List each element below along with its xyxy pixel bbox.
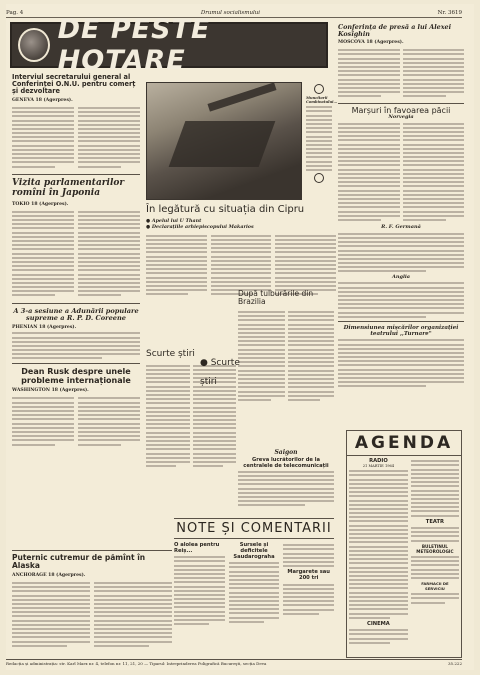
agenda-box — [346, 430, 462, 658]
note-sub-1: O alolea pentru Reiș... — [174, 542, 220, 554]
page-footer — [6, 659, 462, 669]
dateline: MOSCOVA 18 (Agerpres). — [338, 40, 404, 46]
article-body — [338, 233, 464, 273]
photo-caption: Muncitorii Combinatului... — [306, 96, 338, 104]
headline-korea-session: A 3-a sesiune a Adunării populare supreme a R. P. D. Coreene — [13, 306, 139, 322]
photo-caption-column — [306, 82, 338, 185]
headline-japan-visit: Vizita parlamentarilor romîni în Japonia — [12, 177, 125, 198]
note-sub-3: Margarete sau 200 tri — [287, 569, 330, 582]
alaska-article — [12, 550, 172, 649]
agenda-date: 21 MARTIE 1964 — [362, 464, 395, 468]
cyprus-sub-1: ● Apelul lui U Thant — [146, 217, 202, 224]
article-body — [12, 105, 140, 170]
left-column — [12, 74, 140, 448]
notes-section — [174, 518, 334, 627]
peace-sub-norway: Norvegia — [388, 113, 414, 120]
right-column — [338, 24, 464, 390]
notes-title: NOTE ȘI COMENTARII — [176, 521, 332, 536]
newspaper-name: Drumul socialismului — [200, 9, 261, 16]
footer-code: 35.222 — [448, 661, 462, 667]
headline-cyprus: În legătură cu situația din Cipru — [146, 204, 305, 215]
emblem-icon — [314, 173, 324, 183]
peace-sub-germany: R. F. Germană — [381, 224, 421, 231]
saigon-subtitle: Greva lucrătorilor de la centralele de telecomunicații — [243, 456, 329, 469]
headline-theatre: Dimensiunea mișcărilor organizației teatrului ,,Turnare" — [343, 324, 459, 337]
article-body — [12, 580, 172, 649]
agenda-radio: RADIO — [369, 458, 388, 464]
article-body — [12, 395, 140, 447]
banner-title: DE PESTE HOTARE — [57, 14, 211, 76]
note-sub-2: Sursele și deficitele Saudarograha — [233, 542, 275, 560]
article-body — [238, 471, 334, 507]
article-body — [12, 332, 140, 359]
short-news-title: Scurte știri — [146, 349, 195, 359]
page-number: Pag. 4 — [6, 9, 24, 16]
headline-brazil: După tulburările din Brazilia — [238, 289, 314, 306]
article-body — [338, 282, 464, 318]
dateline: WASHINGTON 18 (Agerpres). — [12, 388, 89, 394]
news-photo — [146, 82, 302, 200]
article-body — [338, 47, 464, 99]
article-body — [238, 309, 334, 403]
short-news-2 — [200, 350, 240, 388]
brazil-article — [238, 290, 334, 403]
saigon-title: Saigon — [274, 449, 298, 456]
dateline: GENEVA 18 (Agerpres). — [12, 97, 73, 103]
agenda-cinema: CINEMA — [367, 620, 390, 627]
notes-body — [174, 542, 334, 627]
agenda-theatre: TEATR — [425, 518, 445, 525]
cyprus-article — [146, 205, 336, 298]
peace-sub-england: Anglia — [391, 273, 411, 280]
section-banner — [10, 14, 328, 76]
article-body — [146, 233, 336, 298]
headline-peace-marches: Marșuri în favoarea păcii — [351, 105, 451, 115]
globe-icon — [18, 28, 50, 62]
dateline: ANCHORAGE 18 (Agerpres). — [12, 572, 86, 578]
headline-alaska: Puternic cutremur de pămînt în Alaska — [12, 553, 146, 570]
agenda-title: AGENDA — [347, 431, 461, 456]
article-body — [338, 339, 464, 387]
article-body — [12, 209, 140, 299]
saigon-article — [238, 450, 334, 508]
footer-text: Redacția și administrația: str. Karl Marx nr. 4, telefon nr. 11, 21, 20 — Tiparul: Întreprinderea Poligrafică Bucureşti, secția Deva — [6, 662, 267, 667]
agenda-weather: BULETINUL METEOROLOGIC — [416, 543, 454, 554]
cyprus-sub-2: ● Declarațiile arhiepiscopului Makarios — [146, 223, 254, 230]
issue-number: Nr. 3619 — [437, 9, 462, 16]
dateline: TOKIO 18 (Agerpres). — [12, 201, 69, 207]
headline-interview: Interviul secretarului general al Conferinței O.N.U. pentru comerț și dezvoltare — [12, 73, 136, 95]
agenda-pharmacy: FARMACII DE SERVICIU — [421, 581, 449, 592]
article-body — [338, 120, 464, 223]
headline-kosygin: Conferința de presă a lui Alexei Kosîghin — [338, 23, 452, 39]
dateline: PHENIAN 18 (Agerpres). — [12, 325, 77, 331]
emblem-icon — [314, 84, 324, 94]
headline-dean-rusk: Dean Rusk despre unele probleme internaționale — [21, 367, 131, 385]
short-news-title-2: ● Scurte știri — [200, 358, 240, 387]
agenda-body — [347, 456, 461, 648]
